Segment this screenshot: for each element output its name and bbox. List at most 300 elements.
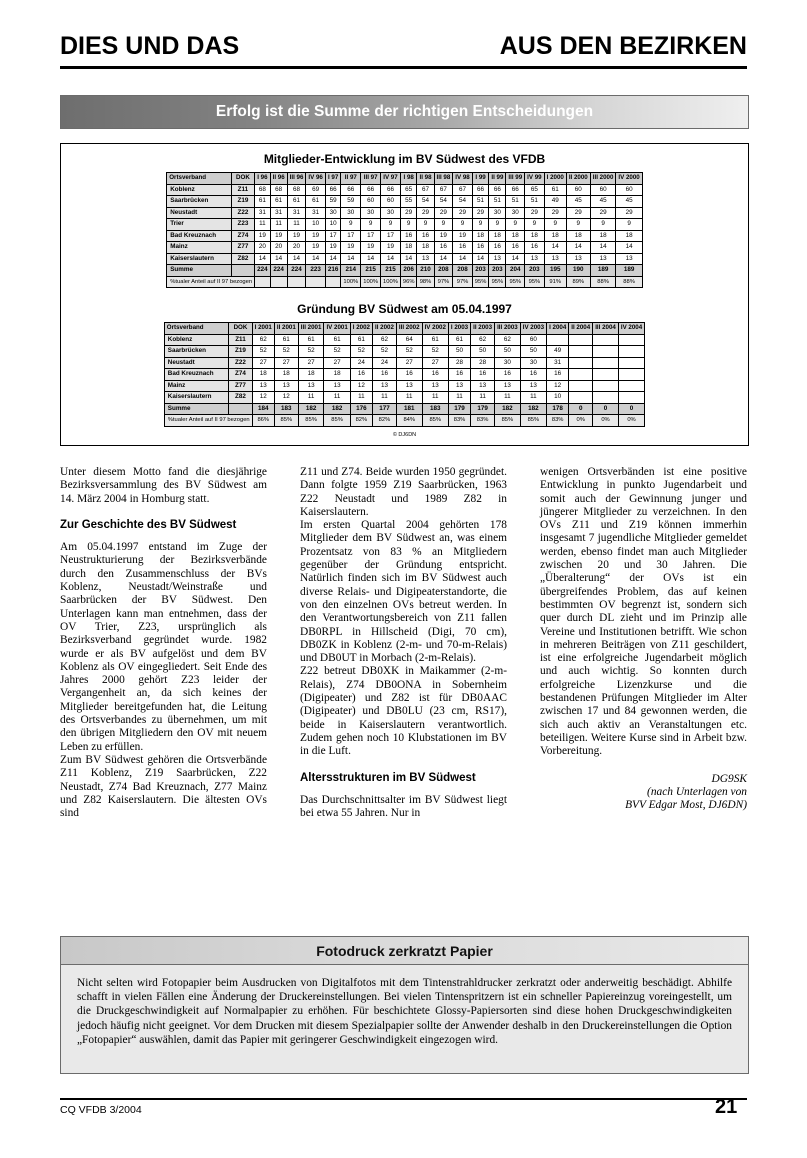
table-cell: 0 bbox=[569, 403, 593, 415]
table-cell: 9 bbox=[544, 219, 566, 231]
row-label: Bad Kreuznach bbox=[164, 369, 229, 381]
table-cell: 45 bbox=[616, 196, 642, 208]
table-cell: 31 bbox=[306, 207, 325, 219]
table-cell: 9 bbox=[361, 219, 381, 231]
table-cell: 51 bbox=[489, 196, 506, 208]
row-label: %tualer Anteil auf II 97 bezogen bbox=[164, 415, 252, 427]
signature-line: (nach Unterlagen von bbox=[647, 785, 747, 798]
table-row bbox=[164, 346, 644, 358]
table-cell: 16 bbox=[372, 369, 396, 381]
table-cell: 60 bbox=[566, 184, 590, 196]
column-header: II 96 bbox=[270, 173, 287, 185]
table-cell: 9 bbox=[341, 219, 361, 231]
table-cell: 224 bbox=[270, 265, 287, 277]
table-cell: 61 bbox=[422, 334, 448, 346]
row-label: Trier bbox=[167, 219, 232, 231]
table-cell: 66 bbox=[381, 184, 401, 196]
row-label: Summe bbox=[167, 265, 232, 277]
table-row bbox=[167, 184, 643, 196]
column-header: II 2001 bbox=[274, 323, 298, 335]
table-cell: 183 bbox=[422, 403, 448, 415]
table1-title: Mitglieder-Entwicklung im BV Südwest des VFDB bbox=[263, 152, 546, 166]
table-cell: 84% bbox=[396, 415, 422, 427]
table-cell: 176 bbox=[350, 403, 372, 415]
table-cell: 54 bbox=[417, 196, 434, 208]
table-cell: 24 bbox=[350, 357, 372, 369]
table-cell: 0% bbox=[593, 415, 619, 427]
table-cell: 19 bbox=[381, 242, 401, 254]
table-cell: 9 bbox=[434, 219, 453, 231]
table-cell: 100% bbox=[381, 276, 401, 288]
table-cell: 29 bbox=[544, 207, 566, 219]
table-cell: 14 bbox=[400, 253, 417, 265]
table-cell: 13 bbox=[298, 380, 324, 392]
table-cell: 97% bbox=[434, 276, 453, 288]
table-cell: 13 bbox=[544, 253, 566, 265]
table-cell: 31 bbox=[287, 207, 306, 219]
row-label: Saarbrücken bbox=[164, 346, 229, 358]
column-header: I 2003 bbox=[448, 323, 470, 335]
table-cell: 18 bbox=[298, 369, 324, 381]
table-cell: 203 bbox=[472, 265, 489, 277]
table-cell bbox=[569, 357, 593, 369]
row-label: Neustadt bbox=[164, 357, 229, 369]
table-cell: 14 bbox=[306, 253, 325, 265]
table-row bbox=[167, 253, 643, 265]
table-cell: 19 bbox=[453, 230, 472, 242]
signature-line: DG9SK bbox=[711, 772, 747, 785]
column-header: II 2002 bbox=[372, 323, 396, 335]
column-header: III 2000 bbox=[590, 173, 616, 185]
statistics-panel bbox=[60, 143, 749, 446]
table-cell: 88% bbox=[590, 276, 616, 288]
table-cell bbox=[618, 392, 644, 404]
table-cell: 19 bbox=[255, 230, 271, 242]
table-cell: 89% bbox=[566, 276, 590, 288]
table-cell: 16 bbox=[396, 369, 422, 381]
table-cell: 66 bbox=[472, 184, 489, 196]
table-cell bbox=[569, 346, 593, 358]
table-cell: 27 bbox=[396, 357, 422, 369]
table-cell: 18 bbox=[472, 230, 489, 242]
table-cell: 82% bbox=[350, 415, 372, 427]
table-cell: 61 bbox=[324, 334, 350, 346]
row-label: Mainz bbox=[167, 242, 232, 254]
column-header: I 98 bbox=[400, 173, 417, 185]
table-cell: 66 bbox=[489, 184, 506, 196]
table-row bbox=[164, 380, 644, 392]
table-cell bbox=[593, 346, 619, 358]
table-cell: 82% bbox=[372, 415, 396, 427]
table-cell bbox=[306, 276, 325, 288]
table-cell: 61 bbox=[287, 196, 306, 208]
column-header: III 2002 bbox=[396, 323, 422, 335]
table-cell bbox=[593, 357, 619, 369]
table-cell bbox=[618, 334, 644, 346]
table-cell: 182 bbox=[298, 403, 324, 415]
table-cell: 13 bbox=[590, 253, 616, 265]
table-cell: 50 bbox=[448, 346, 470, 358]
table-cell: 13 bbox=[274, 380, 298, 392]
table-cell: 18 bbox=[252, 369, 274, 381]
table-cell: 215 bbox=[381, 265, 401, 277]
table-cell: 11 bbox=[255, 219, 271, 231]
table-cell: 61 bbox=[270, 196, 287, 208]
table-cell: 18 bbox=[417, 242, 434, 254]
paragraph: Am 05.04.1997 entstand im Zuge der Neustrukturierung der Bezirksverbände durch den Zusammenschluss der BVs Koblenz, Neustadt/Weinstraße und Saarbrücken der BV Südwest. Den Unterlagen kann man entnehmen, dass der OV Trier, Z23, ursprünglich als Bezirksverband gegründet wurde. 1982 wurde er als BV aufgelöst und dem BV Koblenz als OV eingegliedert. Seit Ende des Jahres 2000 gehört Z23 leider der Vergangenheit an, da sich keines der Mitglieder bereitgefunden hat, die Leitung des Ortsverbandes zu übernehmen, um mit den übrigen Mitgliedern den OV mit neuem Leben zu erfüllen. bbox=[60, 541, 267, 753]
row-label: Summe bbox=[164, 403, 229, 415]
table-cell: 189 bbox=[616, 265, 642, 277]
column-header: II 2004 bbox=[569, 323, 593, 335]
table-cell: 68 bbox=[255, 184, 271, 196]
table-cell: 16 bbox=[434, 242, 453, 254]
table-row bbox=[164, 334, 644, 346]
table-cell: 11 bbox=[298, 392, 324, 404]
table-cell: 216 bbox=[325, 265, 341, 277]
table-cell: 13 bbox=[372, 380, 396, 392]
table-cell: 60 bbox=[520, 334, 546, 346]
table-cell: 210 bbox=[417, 265, 434, 277]
table-cell: 12 bbox=[547, 380, 569, 392]
table-cell bbox=[287, 276, 306, 288]
table-cell: 190 bbox=[566, 265, 590, 277]
column-header: III 2003 bbox=[495, 323, 521, 335]
row-dok: Z77 bbox=[229, 380, 252, 392]
table-cell: 30 bbox=[495, 357, 521, 369]
table-cell: 28 bbox=[471, 357, 495, 369]
column-header: II 2003 bbox=[471, 323, 495, 335]
table-cell: 9 bbox=[489, 219, 506, 231]
membership-development-table bbox=[166, 172, 643, 288]
table-cell: 10 bbox=[547, 392, 569, 404]
table-cell: 11 bbox=[324, 392, 350, 404]
table-cell: 52 bbox=[298, 346, 324, 358]
table-cell: 49 bbox=[547, 346, 569, 358]
table-cell: 16 bbox=[525, 242, 544, 254]
table-cell: 52 bbox=[396, 346, 422, 358]
row-dok: Z11 bbox=[229, 334, 252, 346]
table-cell: 60 bbox=[381, 196, 401, 208]
table-cell: 18 bbox=[525, 230, 544, 242]
table-cell: 0 bbox=[593, 403, 619, 415]
table-cell: 61 bbox=[306, 196, 325, 208]
row-label: Kaiserslautern bbox=[164, 392, 229, 404]
article-title-bar bbox=[60, 95, 749, 129]
table-cell: 30 bbox=[520, 357, 546, 369]
table-cell: 12 bbox=[350, 380, 372, 392]
table-cell: 14 bbox=[616, 242, 642, 254]
table-cell: 9 bbox=[417, 219, 434, 231]
table-cell: 66 bbox=[325, 184, 341, 196]
table-cell: 50 bbox=[471, 346, 495, 358]
section-heading-history: Zur Geschichte des BV Südwest bbox=[60, 518, 237, 531]
table-cell: 223 bbox=[306, 265, 325, 277]
column-header: I 96 bbox=[255, 173, 271, 185]
table-cell: 66 bbox=[506, 184, 525, 196]
table-cell: 13 bbox=[417, 253, 434, 265]
column-header: IV 2002 bbox=[422, 323, 448, 335]
table-cell: 14 bbox=[566, 242, 590, 254]
table-cell: 13 bbox=[616, 253, 642, 265]
table-cell: 16 bbox=[417, 230, 434, 242]
table-cell: 11 bbox=[471, 392, 495, 404]
table-cell: 17 bbox=[361, 230, 381, 242]
column-header: III 98 bbox=[434, 173, 453, 185]
table-cell: 14 bbox=[255, 253, 271, 265]
table-cell: 214 bbox=[341, 265, 361, 277]
table-cell: 14 bbox=[287, 253, 306, 265]
table-cell: 14 bbox=[341, 253, 361, 265]
table-cell: 30 bbox=[381, 207, 401, 219]
table-cell: 52 bbox=[324, 346, 350, 358]
table-cell: 18 bbox=[590, 230, 616, 242]
table-cell: 60 bbox=[616, 184, 642, 196]
table-cell bbox=[618, 346, 644, 358]
table-cell: 29 bbox=[417, 207, 434, 219]
foundation-table bbox=[164, 322, 645, 427]
table-cell: 30 bbox=[506, 207, 525, 219]
table-cell: 189 bbox=[590, 265, 616, 277]
table-cell: 85% bbox=[422, 415, 448, 427]
table-cell: 29 bbox=[566, 207, 590, 219]
table-cell: 16 bbox=[422, 369, 448, 381]
table-cell bbox=[569, 369, 593, 381]
row-dok: Z82 bbox=[231, 253, 254, 265]
table-cell: 28 bbox=[448, 357, 470, 369]
table-cell: 30 bbox=[325, 207, 341, 219]
table-cell: 19 bbox=[270, 230, 287, 242]
table-cell: 27 bbox=[274, 357, 298, 369]
row-dok bbox=[231, 265, 254, 277]
row-dok: Z74 bbox=[229, 369, 252, 381]
table-cell bbox=[547, 334, 569, 346]
table-cell: 16 bbox=[400, 230, 417, 242]
table-cell: 96% bbox=[400, 276, 417, 288]
table-cell: 179 bbox=[448, 403, 470, 415]
table-cell: 65 bbox=[400, 184, 417, 196]
table-cell: 11 bbox=[520, 392, 546, 404]
row-dok: Z74 bbox=[231, 230, 254, 242]
column-header: DOK bbox=[231, 173, 254, 185]
table-row bbox=[167, 242, 643, 254]
table-cell: 59 bbox=[341, 196, 361, 208]
table-cell: 61 bbox=[298, 334, 324, 346]
row-dok: Z82 bbox=[229, 392, 252, 404]
column-header: II 2000 bbox=[566, 173, 590, 185]
table-cell: 13 bbox=[495, 380, 521, 392]
table-cell: 65 bbox=[525, 184, 544, 196]
table-cell: 13 bbox=[448, 380, 470, 392]
table-cell: 100% bbox=[341, 276, 361, 288]
table-cell: 9 bbox=[506, 219, 525, 231]
table-cell: 11 bbox=[287, 219, 306, 231]
column-header: IV 98 bbox=[453, 173, 472, 185]
table-cell: 9 bbox=[566, 219, 590, 231]
table-cell: 183 bbox=[274, 403, 298, 415]
page-header bbox=[60, 32, 747, 69]
table-row bbox=[164, 357, 644, 369]
table-cell: 95% bbox=[525, 276, 544, 288]
table-cell: 18 bbox=[489, 230, 506, 242]
table-row-total bbox=[164, 403, 644, 415]
table-cell: 10 bbox=[325, 219, 341, 231]
table-cell: 31 bbox=[255, 207, 271, 219]
column-header: I 97 bbox=[325, 173, 341, 185]
table-cell: 182 bbox=[495, 403, 521, 415]
table-cell: 83% bbox=[471, 415, 495, 427]
table-row bbox=[167, 207, 643, 219]
table-cell: 61 bbox=[274, 334, 298, 346]
row-dok: Z22 bbox=[231, 207, 254, 219]
table-cell: 50 bbox=[495, 346, 521, 358]
column-header: I 2002 bbox=[350, 323, 372, 335]
table-cell: 85% bbox=[520, 415, 546, 427]
header-divider bbox=[60, 66, 747, 69]
table-cell: 203 bbox=[525, 265, 544, 277]
table-cell: 14 bbox=[325, 253, 341, 265]
paragraph: Im ersten Quartal 2004 gehörten 178 Mitglieder dem BV Südwest an, was einem Prozentsatz von 83 % an Mitgliedern gegenüber der Gründung entspricht. Natürlich finden sich im BV Südwest auch diverse Relais- und Digipeaterstandorte, die von den einzelnen OVs betreut werden. In den Verantwortungsbereich von Z11 fallen DB0RPL in Hillscheid (Digi, 70 cm), DB0ZK in Koblenz (2-m- und 70-m-Relais) und DB0UT in Morbach (2-m-Relais). bbox=[300, 519, 507, 665]
table-cell: 27 bbox=[252, 357, 274, 369]
table-cell: 13 bbox=[489, 253, 506, 265]
table-row bbox=[167, 196, 643, 208]
table-cell: 85% bbox=[274, 415, 298, 427]
table-row-total bbox=[167, 265, 643, 277]
table-cell: 67 bbox=[434, 184, 453, 196]
table-cell: 85% bbox=[324, 415, 350, 427]
table-cell: 11 bbox=[350, 392, 372, 404]
header-left-title: DIES UND DAS bbox=[60, 32, 240, 60]
table-cell bbox=[593, 334, 619, 346]
table-cell: 54 bbox=[453, 196, 472, 208]
table-cell: 69 bbox=[306, 184, 325, 196]
table-cell: 62 bbox=[372, 334, 396, 346]
column-header: III 2001 bbox=[298, 323, 324, 335]
table-cell: 95% bbox=[489, 276, 506, 288]
table-cell: 95% bbox=[506, 276, 525, 288]
table-cell: 19 bbox=[341, 242, 361, 254]
row-label: Koblenz bbox=[164, 334, 229, 346]
column-header: Ortsverband bbox=[164, 323, 229, 335]
table-cell: 9 bbox=[525, 219, 544, 231]
row-label: Neustadt bbox=[167, 207, 232, 219]
column-header: IV 99 bbox=[525, 173, 544, 185]
table-cell: 18 bbox=[506, 230, 525, 242]
table-cell bbox=[569, 392, 593, 404]
table-cell: 30 bbox=[341, 207, 361, 219]
table-cell: 51 bbox=[525, 196, 544, 208]
table-cell: 55 bbox=[400, 196, 417, 208]
table-cell: 11 bbox=[270, 219, 287, 231]
table-cell: 31 bbox=[547, 357, 569, 369]
column-header: IV 2003 bbox=[520, 323, 546, 335]
table-cell: 100% bbox=[361, 276, 381, 288]
footer-divider bbox=[60, 1098, 747, 1100]
article-signature bbox=[540, 773, 747, 813]
table-cell: 14 bbox=[270, 253, 287, 265]
row-dok bbox=[229, 403, 252, 415]
table-cell: 19 bbox=[434, 230, 453, 242]
table-cell: 85% bbox=[495, 415, 521, 427]
table-cell bbox=[618, 369, 644, 381]
table-cell: 14 bbox=[453, 253, 472, 265]
row-label: Koblenz bbox=[167, 184, 232, 196]
table-cell: 195 bbox=[544, 265, 566, 277]
column-header: III 2004 bbox=[593, 323, 619, 335]
table-cell: 20 bbox=[287, 242, 306, 254]
table-cell: 178 bbox=[547, 403, 569, 415]
table-cell bbox=[569, 334, 593, 346]
row-dok: Z19 bbox=[229, 346, 252, 358]
table-cell: 50 bbox=[520, 346, 546, 358]
table-cell: 18 bbox=[616, 230, 642, 242]
table-cell: 52 bbox=[252, 346, 274, 358]
table-cell: 16 bbox=[448, 369, 470, 381]
table-cell: 13 bbox=[324, 380, 350, 392]
table-cell: 66 bbox=[361, 184, 381, 196]
table-cell: 18 bbox=[274, 369, 298, 381]
table-cell: 31 bbox=[270, 207, 287, 219]
table-cell: 95% bbox=[472, 276, 489, 288]
table-cell: 19 bbox=[325, 242, 341, 254]
table-cell: 85% bbox=[298, 415, 324, 427]
table-cell: 12 bbox=[274, 392, 298, 404]
table-row bbox=[167, 219, 643, 231]
table-cell: 208 bbox=[434, 265, 453, 277]
paragraph: Das Durchschnittsalter im BV Südwest liegt bei etwa 55 Jahren. Nur in bbox=[300, 793, 507, 820]
row-dok: Z22 bbox=[229, 357, 252, 369]
column-header: III 99 bbox=[506, 173, 525, 185]
table-cell: 11 bbox=[448, 392, 470, 404]
table-cell bbox=[255, 276, 271, 288]
table-cell: 20 bbox=[270, 242, 287, 254]
column-header: II 98 bbox=[417, 173, 434, 185]
table-cell: 64 bbox=[396, 334, 422, 346]
table-cell: 54 bbox=[434, 196, 453, 208]
table-cell: 14 bbox=[434, 253, 453, 265]
table-cell: 13 bbox=[396, 380, 422, 392]
table-cell: 29 bbox=[616, 207, 642, 219]
table-cell: 0% bbox=[569, 415, 593, 427]
table-cell: 60 bbox=[590, 184, 616, 196]
table-cell: 52 bbox=[350, 346, 372, 358]
page-number: 21 bbox=[715, 1096, 738, 1118]
table-cell: 10 bbox=[306, 219, 325, 231]
table-cell: 14 bbox=[544, 242, 566, 254]
paragraph: Z22 betreut DB0XK in Maikammer (2-m-Relais), Z74 DB0ONA in Sobernheim (Digipeater) und Z82 ist für DB0AAC (Digipeater) und DB0LU (23 cm, RS17), beide in Kaiserslautern verantwortlich. Zudem gehen noch 10 Klubstationen im BV in die Luft. bbox=[300, 665, 507, 758]
column-header: IV 97 bbox=[381, 173, 401, 185]
table-cell: 224 bbox=[287, 265, 306, 277]
table-cell: 19 bbox=[361, 242, 381, 254]
body-column-2 bbox=[300, 466, 507, 820]
table-cell: 45 bbox=[566, 196, 590, 208]
table-cell: 27 bbox=[324, 357, 350, 369]
table-cell: 27 bbox=[422, 357, 448, 369]
table-cell: 19 bbox=[287, 230, 306, 242]
body-column-3 bbox=[540, 466, 747, 812]
row-dok: Z19 bbox=[231, 196, 254, 208]
table-cell: 61 bbox=[544, 184, 566, 196]
table-cell bbox=[593, 369, 619, 381]
table-cell: 177 bbox=[372, 403, 396, 415]
table-cell: 18 bbox=[324, 369, 350, 381]
table-cell: 182 bbox=[324, 403, 350, 415]
table-cell: 9 bbox=[453, 219, 472, 231]
table-cell: 83% bbox=[448, 415, 470, 427]
table-cell: 16 bbox=[520, 369, 546, 381]
table-cell: 12 bbox=[252, 392, 274, 404]
column-header: II 97 bbox=[341, 173, 361, 185]
table-cell: 13 bbox=[566, 253, 590, 265]
